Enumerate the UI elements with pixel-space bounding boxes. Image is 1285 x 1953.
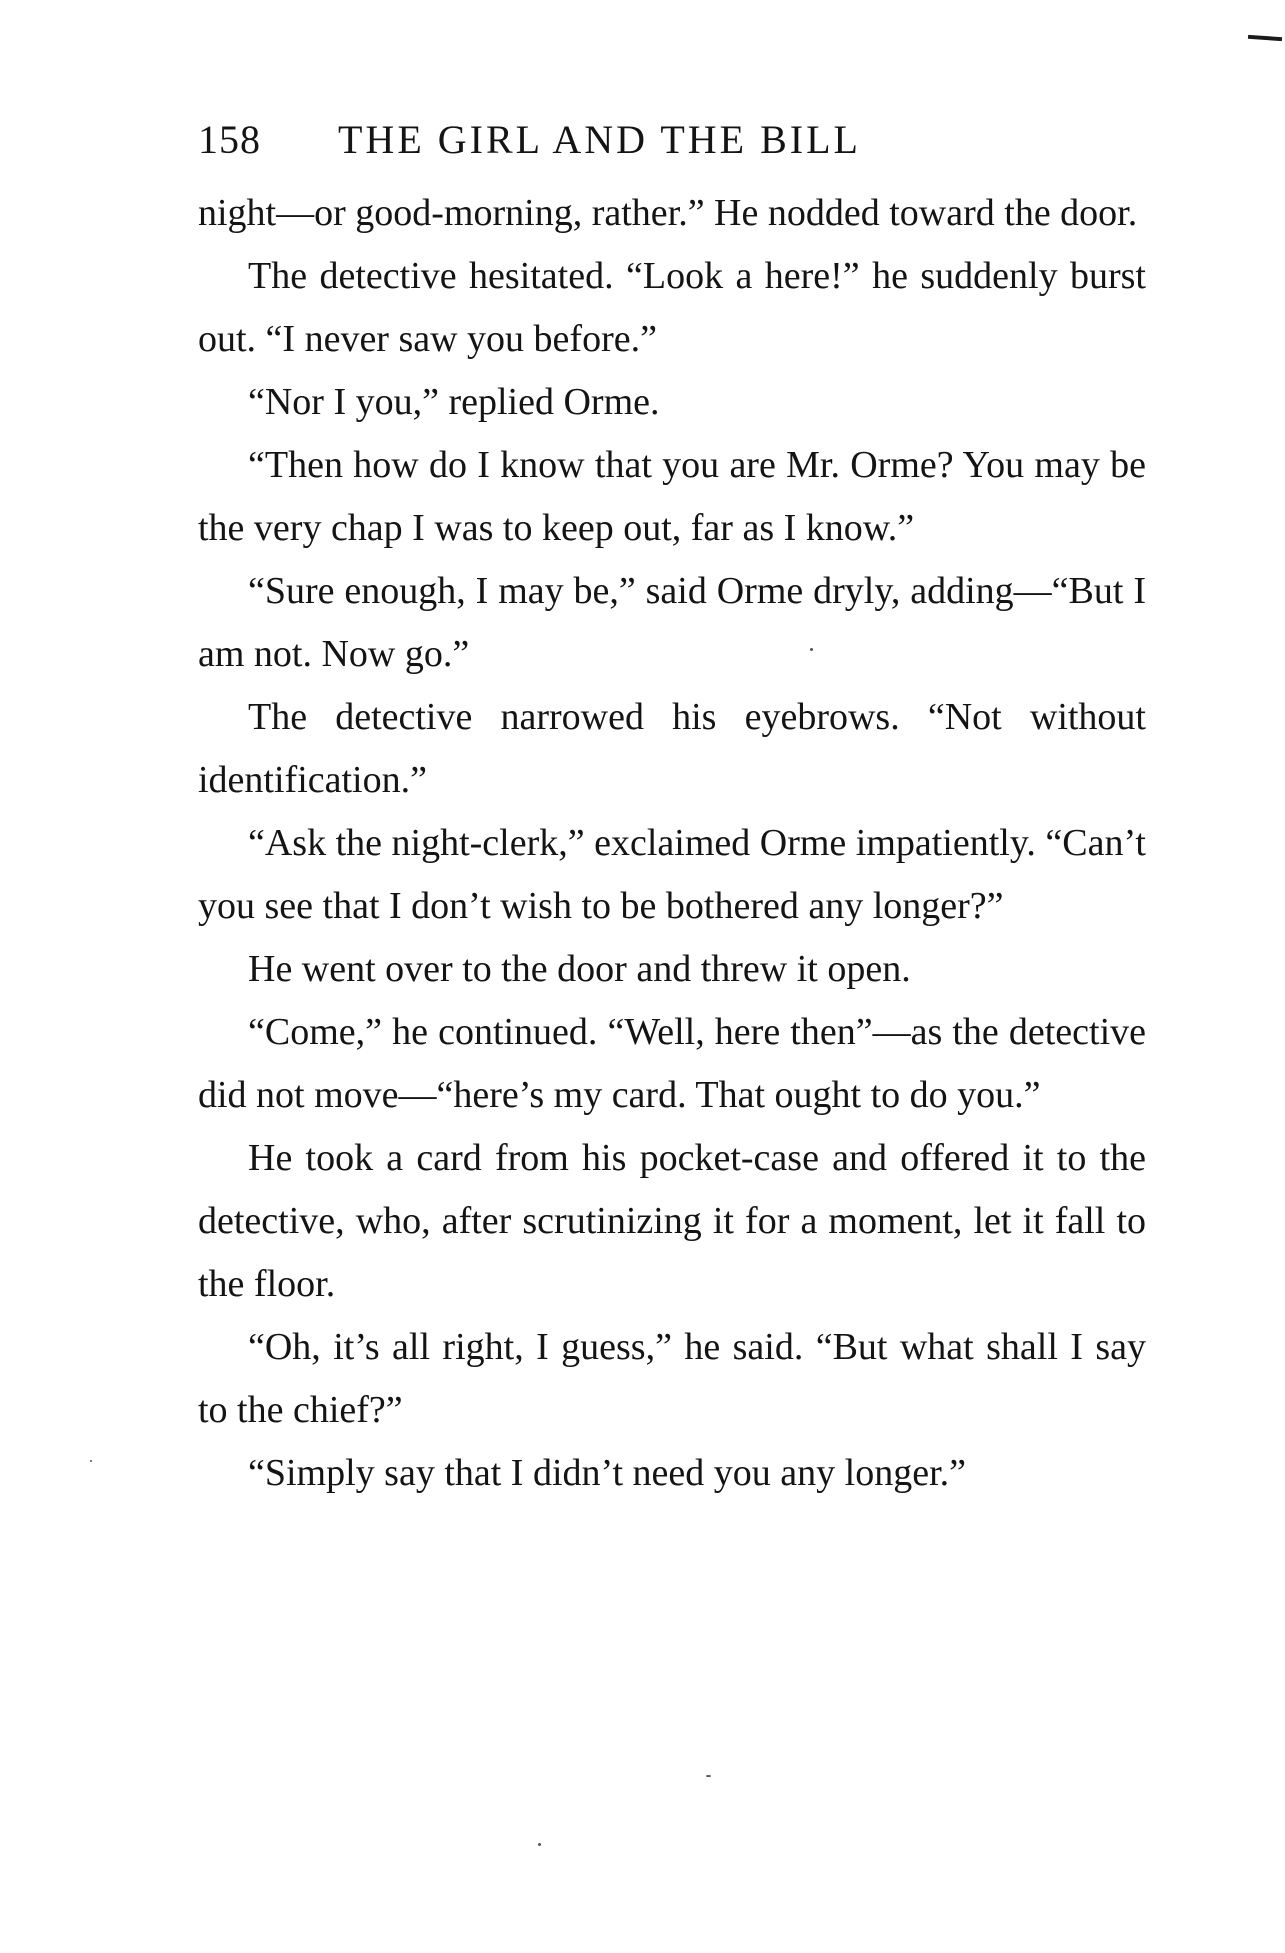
body-text xyxy=(198,182,1146,1505)
print-speck xyxy=(538,1843,541,1846)
paragraph: “Then how do I know that you are Mr. Orme? You may be the very chap I was to keep out, far as I know.” xyxy=(198,444,1146,549)
print-speck xyxy=(810,648,813,651)
paragraph: He took a card from his pocket-case and offered it to the detective, who, after scrutinizing it for a moment, let it fall to the floor. xyxy=(198,1137,1146,1305)
paragraph: The detective narrowed his eyebrows. “Not without identification.” xyxy=(198,696,1146,801)
paragraph: He went over to the door and threw it open. xyxy=(248,948,911,990)
print-speck xyxy=(706,1775,711,1777)
paragraph: “Oh, it’s all right, I guess,” he said. “But what shall I say to the chief?” xyxy=(198,1326,1146,1431)
running-title: THE GIRL AND THE BILL xyxy=(338,117,861,162)
print-speck xyxy=(90,1460,92,1462)
page-number: 158 xyxy=(198,117,261,162)
paragraph: “Simply say that I didn’t need you any longer.” xyxy=(248,1452,966,1494)
paragraph: “Ask the night-clerk,” exclaimed Orme impatiently. “Can’t you see that I don’t wish to be bothered any longer?” xyxy=(198,822,1146,927)
paragraph: The detective hesitated. “Look a here!” he suddenly burst out. “I never saw you before.” xyxy=(198,255,1146,360)
paragraph: “Sure enough, I may be,” said Orme dryly, adding—“But I am not. Now go.” xyxy=(198,570,1146,675)
running-head xyxy=(198,113,1118,167)
paragraph: night—or good-morning, rather.” He nodded toward the door. xyxy=(198,192,1138,234)
paragraph: “Come,” he continued. “Well, here then”—as the detective did not move—“here’s my card. That ought to do you.” xyxy=(198,1011,1146,1116)
paragraph: “Nor I you,” replied Orme. xyxy=(248,381,660,423)
corner-mark xyxy=(1248,35,1282,41)
